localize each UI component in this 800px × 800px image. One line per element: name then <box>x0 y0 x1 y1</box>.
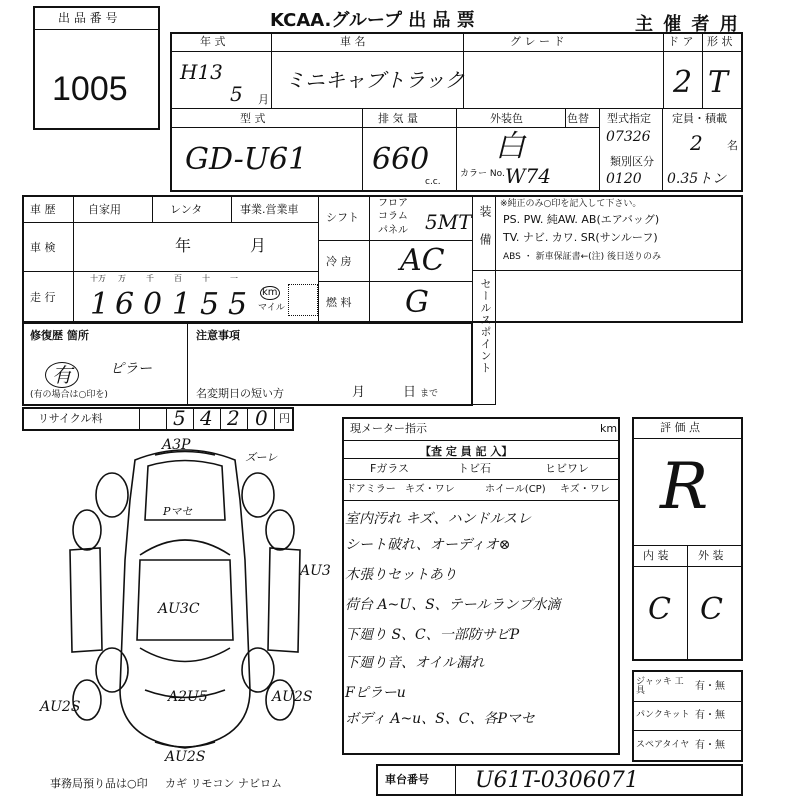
class-label: 類別区分 <box>610 155 654 168</box>
class-value: 0120 <box>606 171 642 187</box>
recycle-label: リサイクル料 <box>38 412 103 425</box>
jack-label: ジャッキ 工 具 <box>636 677 684 696</box>
year-value: H13 <box>180 60 223 84</box>
type-spec-value: 07326 <box>606 129 651 145</box>
audience-label: 主 催 者 用 <box>635 14 740 35</box>
grade-value: R <box>660 450 709 524</box>
history-label: 車 歴 <box>30 203 56 216</box>
inspector-note-7: Fピラーu <box>345 685 406 701</box>
lot-number: 1005 <box>52 70 128 108</box>
diagram-label-a3p: A3P <box>162 437 191 453</box>
name-label: 車 名 <box>340 35 366 48</box>
diagram-label-au3: AU3 <box>300 563 331 579</box>
mile-label: マイル <box>258 303 285 313</box>
recycle-unit: 円 <box>279 412 290 425</box>
color-no-value: W74 <box>505 164 552 188</box>
crack-label: ヒビワレ <box>545 462 589 475</box>
chassis-label: 車台番号 <box>385 773 429 786</box>
history-option-business: 事業.営業車 <box>240 203 299 216</box>
year-label: 年 式 <box>200 35 226 48</box>
mileage-unit-10: 十 <box>202 274 210 283</box>
displacement-label: 排 気 量 <box>378 112 418 125</box>
mileage-digit-10k: 6 <box>115 287 135 322</box>
inspector-note-5: 下廻り S、C、一部防サビP <box>345 627 520 643</box>
diagram-label-au3c: AU3C <box>158 601 200 617</box>
displacement-value: 660 <box>372 142 430 177</box>
shift-value: 5MT <box>425 210 472 234</box>
mileage-unit-10k: 万 <box>118 274 126 283</box>
grade-label: グ レ ー ド <box>510 35 565 48</box>
lot-number-label: 出 品 番 号 <box>58 11 118 25</box>
notes-label: 注意事項 <box>196 329 240 342</box>
recycle-digit-3: 2 <box>227 406 240 430</box>
capacity-label: 定員・積載 <box>672 112 727 125</box>
diagram-label-zure: ズーレ <box>245 451 278 464</box>
sales-point-label: セールスポイント <box>479 278 492 374</box>
exterior-value: C <box>700 592 723 627</box>
shape-label: 形 状 <box>707 35 733 48</box>
form-title: KCAA.グループ 出 品 票 <box>270 10 475 31</box>
shift-option-floor: フロア <box>378 198 408 209</box>
inspector-note-3: 木張りセットあり <box>345 567 457 583</box>
equip-line-1: PS. PW. 純AW. AB(エアバッグ) <box>503 213 660 226</box>
diagram-label-au2s-left: AU2S <box>40 699 81 715</box>
wheel-value: キズ・ワレ <box>560 484 610 495</box>
repair-part: ピラー <box>110 361 152 377</box>
mirror-label: ドアミラー <box>346 484 396 495</box>
exterior-label: 外 装 <box>698 549 724 562</box>
history-option-private: 自家用 <box>88 203 121 216</box>
mileage-unit-100k: 十万 <box>90 274 106 283</box>
doors-value: 2 <box>673 65 693 100</box>
deadline-label: 名変期日の短い方 <box>196 387 284 400</box>
inspector-note-1: 室内汚れ キズ、ハンドルスレ <box>345 511 532 527</box>
chip-label: トビ石 <box>458 462 491 475</box>
color-value: 白 <box>495 129 525 164</box>
equip-line-2: TV. ナビ. カワ. SR(サンルーフ) <box>503 231 658 244</box>
recycle-digit-1: 5 <box>173 406 186 430</box>
name-value: ミニキャブトラック <box>285 68 465 92</box>
equip-line-3: ABS ・ 新車保証書←(注) 後日送りのみ <box>503 252 662 262</box>
interior-label: 内 装 <box>643 549 669 562</box>
inspector-note-4: 荷台 A~U、S、テールランプ水滴 <box>345 597 561 613</box>
ac-label: 冷 房 <box>326 255 352 268</box>
km-label: km <box>262 287 278 298</box>
mileage-digit-1: 5 <box>228 287 248 322</box>
inspector-note-2: シート破れ、オーディオ⊗ <box>345 537 511 553</box>
equip-label: 装 備 <box>478 205 492 246</box>
fuel-value: G <box>405 285 429 320</box>
repair-note: (有の場合は○印を) <box>30 390 108 400</box>
mileage-digit-10: 5 <box>200 287 220 322</box>
spare-value: 有・無 <box>695 740 725 751</box>
mileage-unit-1k: 千 <box>146 274 154 283</box>
mileage-digit-100k: 1 <box>90 287 110 322</box>
diagram-label-au2s-bottom: AU2S <box>165 749 206 765</box>
spare-label: スペアタイヤ <box>636 740 690 750</box>
jack-value: 有・無 <box>695 681 725 692</box>
inspector-note-8: ボディ A~u、S、C、各Pマセ <box>345 711 535 727</box>
repair-value: 有 <box>45 362 79 388</box>
load-value: 0.35トン <box>667 171 727 187</box>
shape-value: T <box>708 65 729 100</box>
month-unit: 月 <box>258 93 269 106</box>
equip-note: ※純正のみ○印を記入して下さい。 <box>500 199 642 209</box>
color-no-label: カラー No. <box>460 169 505 179</box>
inspection-label: 車 検 <box>30 241 56 254</box>
history-option-rental: レンタ <box>170 203 203 216</box>
chassis-value: U61T-0306071 <box>475 768 639 793</box>
diagram-label-a2u5: A2U5 <box>168 689 208 705</box>
month-value: 5 <box>230 82 243 106</box>
diagram-label-pmase: Pマセ <box>163 505 193 518</box>
repair-label: 修復歴 箇所 <box>30 329 89 342</box>
inspector-section-title: 【査 定 員 記 入】 <box>420 445 513 458</box>
inspection-month: 月 <box>250 236 267 255</box>
capacity-unit: 名 <box>727 139 738 152</box>
diagram-label-au2s-right: AU2S <box>272 689 313 705</box>
mileage-unit-1: 一 <box>230 274 238 283</box>
color-label: 外装色 <box>490 112 523 125</box>
meter-label: 現メーター指示 <box>350 422 427 435</box>
displacement-unit: c.c. <box>425 177 441 187</box>
deadline-day: 日 <box>403 385 417 400</box>
footer-office-note: 事務局預り品は○印 <box>50 777 148 790</box>
ac-value: AC <box>400 243 445 278</box>
deadline-suffix: まで <box>420 389 439 399</box>
shift-label: シフト <box>326 211 359 224</box>
capacity-value: 2 <box>690 131 703 155</box>
mileage-unit-100: 百 <box>174 274 182 283</box>
shift-option-column: コラム <box>378 211 408 222</box>
meter-unit: km <box>600 422 618 435</box>
mileage-digit-1k: 0 <box>143 287 163 322</box>
interior-value: C <box>648 592 671 627</box>
puncture-label: パンクキット <box>636 710 690 720</box>
doors-label: ド ア <box>668 35 694 48</box>
mileage-label: 走 行 <box>30 291 56 304</box>
puncture-value: 有・無 <box>695 710 725 721</box>
footer-items: カギ リモコン ナビロム <box>165 777 282 790</box>
deadline-month: 月 <box>352 385 366 400</box>
recycle-digit-2: 4 <box>200 406 213 430</box>
wheel-label: ホイール(CP) <box>485 484 546 495</box>
color-change-label: 色替 <box>567 112 589 125</box>
recycle-digit-4: 0 <box>255 406 268 430</box>
grade-label: 評 価 点 <box>660 421 700 434</box>
inspection-year: 年 <box>175 236 192 255</box>
inspector-note-6: 下廻り音、オイル漏れ <box>345 655 485 671</box>
mirror-value: キズ・ワレ <box>405 484 455 495</box>
fuel-label: 燃 料 <box>326 296 352 309</box>
model-value: GD-U61 <box>185 142 308 177</box>
mileage-digit-100: 1 <box>172 287 192 322</box>
type-spec-label: 型式指定 <box>607 112 651 125</box>
model-label: 型 式 <box>240 112 266 125</box>
glass-label: Fガラス <box>370 462 409 475</box>
shift-option-panel: パネル <box>378 225 408 236</box>
